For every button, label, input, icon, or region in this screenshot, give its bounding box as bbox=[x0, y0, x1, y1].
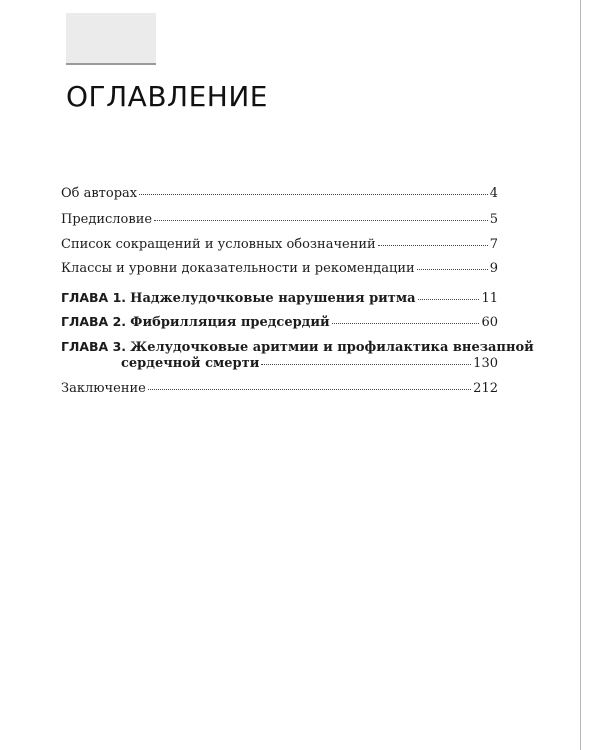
toc-entry-page: 5 bbox=[489, 212, 498, 227]
toc-chapter-1[interactable] bbox=[61, 290, 498, 307]
header-decoration-rule bbox=[66, 63, 156, 65]
toc-leader-dots bbox=[148, 388, 471, 390]
page-title: ОГЛАВЛЕНИЕ bbox=[66, 80, 268, 113]
page-edge bbox=[580, 0, 581, 750]
toc-entry-page: 11 bbox=[481, 291, 498, 306]
toc-entry-evidence-classes[interactable] bbox=[61, 261, 498, 277]
toc-entry-authors[interactable] bbox=[61, 186, 498, 202]
toc-entry-title: Предисловие bbox=[61, 212, 153, 227]
toc-entry-title: Заключение bbox=[61, 381, 146, 396]
toc-entry-title: Список сокращений и условных обозначений bbox=[61, 237, 376, 252]
toc-chapter-title bbox=[61, 290, 416, 307]
toc-chapter-title bbox=[61, 314, 330, 331]
toc-entry-conclusion[interactable] bbox=[61, 381, 498, 397]
toc-chapter-prefix: ГЛАВА 2. bbox=[61, 314, 127, 329]
toc-entry-title: Классы и уровни доказательности и рекомендации bbox=[61, 261, 415, 276]
toc-chapter-name: Наджелудочковые нарушения ритма bbox=[130, 291, 416, 306]
toc-entry-page: 212 bbox=[473, 381, 498, 396]
toc-leader-dots bbox=[378, 244, 488, 246]
toc-chapter-name: Фибрилляция предсердий bbox=[130, 315, 330, 330]
toc-chapter-title bbox=[61, 339, 534, 356]
toc-entry-preface[interactable] bbox=[61, 212, 498, 228]
header-decoration-block bbox=[66, 13, 156, 63]
toc-leader-dots bbox=[261, 363, 471, 365]
toc-chapter-name-continued: сердечной смерти bbox=[121, 356, 260, 371]
toc-entry-abbreviations[interactable] bbox=[61, 237, 498, 253]
toc-entry-title: Об авторах bbox=[61, 186, 138, 201]
toc-leader-dots bbox=[418, 298, 480, 300]
toc-chapter-prefix: ГЛАВА 3. bbox=[61, 339, 127, 354]
toc-chapter-2[interactable] bbox=[61, 314, 498, 331]
toc-entry-page: 9 bbox=[489, 261, 498, 276]
toc-chapter-name: Желудочковые аритмии и профилактика внезапной bbox=[130, 340, 534, 355]
toc-leader-dots bbox=[139, 193, 488, 195]
toc-entry-page: 7 bbox=[489, 237, 498, 252]
toc-chapter-prefix: ГЛАВА 1. bbox=[61, 290, 127, 305]
toc-entry-page: 60 bbox=[481, 315, 498, 330]
toc-entry-page: 130 bbox=[473, 356, 498, 371]
toc-leader-dots bbox=[332, 322, 480, 324]
toc-chapter-3-continuation bbox=[121, 356, 498, 372]
toc-entry-page: 4 bbox=[489, 186, 498, 201]
toc-leader-dots bbox=[154, 219, 488, 221]
toc-leader-dots bbox=[417, 268, 488, 270]
